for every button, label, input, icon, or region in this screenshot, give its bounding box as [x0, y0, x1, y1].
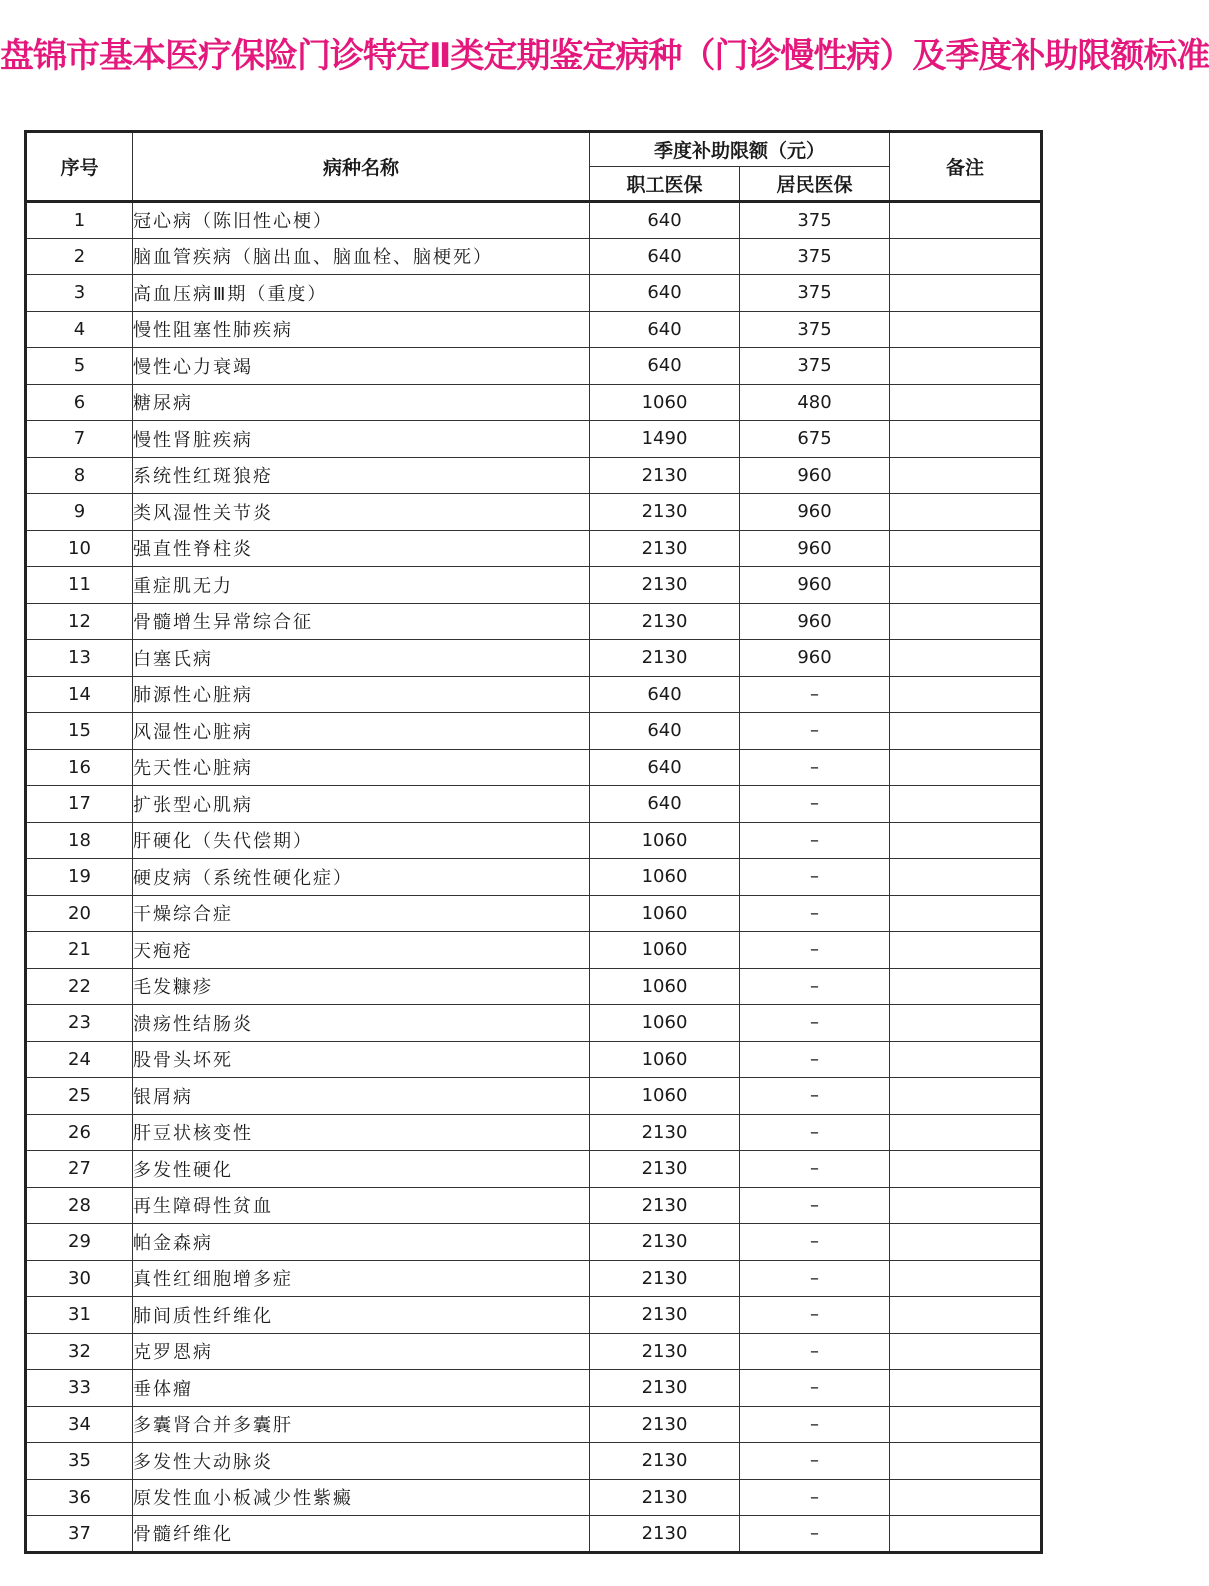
- employee-quota: 2130: [590, 1406, 740, 1443]
- disease-name: 强直性脊柱炎: [133, 530, 590, 567]
- note-cell: [890, 822, 1042, 859]
- row-number: 2: [26, 238, 133, 275]
- resident-quota: –: [740, 676, 890, 713]
- note-cell: [890, 530, 1042, 567]
- resident-quota: –: [740, 1151, 890, 1188]
- table-row: [26, 1479, 1042, 1516]
- table-row: [26, 1333, 1042, 1370]
- disease-name: 再生障碍性贫血: [133, 1187, 590, 1224]
- resident-quota: 375: [740, 238, 890, 275]
- row-number: 14: [26, 676, 133, 713]
- table-row: [26, 1260, 1042, 1297]
- employee-quota: 640: [590, 311, 740, 348]
- disease-name: 慢性心力衰竭: [133, 348, 590, 385]
- row-number: 31: [26, 1297, 133, 1334]
- disease-name: 银屑病: [133, 1078, 590, 1115]
- resident-quota: 960: [740, 640, 890, 677]
- resident-quota: –: [740, 1260, 890, 1297]
- row-number: 9: [26, 494, 133, 531]
- table-row: [26, 749, 1042, 786]
- employee-quota: 2130: [590, 1333, 740, 1370]
- resident-quota: 375: [740, 311, 890, 348]
- disease-name: 脑血管疾病（脑出血、脑血栓、脑梗死）: [133, 238, 590, 275]
- employee-quota: 1060: [590, 1078, 740, 1115]
- note-cell: [890, 749, 1042, 786]
- row-number: 16: [26, 749, 133, 786]
- employee-quota: 2130: [590, 603, 740, 640]
- note-cell: [890, 1114, 1042, 1151]
- employee-quota: 640: [590, 275, 740, 312]
- table-row: [26, 494, 1042, 531]
- row-number: 5: [26, 348, 133, 385]
- disease-name: 克罗恩病: [133, 1333, 590, 1370]
- disease-name: 真性红细胞增多症: [133, 1260, 590, 1297]
- employee-quota: 2130: [590, 1224, 740, 1261]
- table-row: [26, 1114, 1042, 1151]
- disease-name: 骨髓增生异常综合征: [133, 603, 590, 640]
- table-row: [26, 457, 1042, 494]
- employee-quota: 640: [590, 749, 740, 786]
- note-cell: [890, 567, 1042, 604]
- row-number: 22: [26, 968, 133, 1005]
- note-cell: [890, 1370, 1042, 1407]
- note-cell: [890, 275, 1042, 312]
- note-cell: [890, 932, 1042, 969]
- employee-quota: 2130: [590, 1479, 740, 1516]
- note-cell: [890, 1151, 1042, 1188]
- row-number: 3: [26, 275, 133, 312]
- employee-quota: 1490: [590, 421, 740, 458]
- employee-quota: 1060: [590, 859, 740, 896]
- employee-quota: 2130: [590, 1187, 740, 1224]
- note-cell: [890, 421, 1042, 458]
- table-row: [26, 1151, 1042, 1188]
- employee-quota: 2130: [590, 1443, 740, 1480]
- table-row: [26, 713, 1042, 750]
- employee-quota: 2130: [590, 1114, 740, 1151]
- header-name: 病种名称: [133, 132, 590, 202]
- row-number: 18: [26, 822, 133, 859]
- row-number: 37: [26, 1516, 133, 1553]
- table-row: [26, 1224, 1042, 1261]
- resident-quota: –: [740, 1187, 890, 1224]
- row-number: 30: [26, 1260, 133, 1297]
- disease-name: 垂体瘤: [133, 1370, 590, 1407]
- disease-name: 毛发糠疹: [133, 968, 590, 1005]
- employee-quota: 1060: [590, 1041, 740, 1078]
- row-number: 28: [26, 1187, 133, 1224]
- table-row: [26, 1406, 1042, 1443]
- table-row: [26, 1005, 1042, 1042]
- table-row: [26, 421, 1042, 458]
- table-row: [26, 859, 1042, 896]
- note-cell: [890, 238, 1042, 275]
- header-no: 序号: [26, 132, 133, 202]
- employee-quota: 640: [590, 676, 740, 713]
- row-number: 32: [26, 1333, 133, 1370]
- table-row: [26, 968, 1042, 1005]
- resident-quota: –: [740, 1224, 890, 1261]
- disease-name: 多囊肾合并多囊肝: [133, 1406, 590, 1443]
- employee-quota: 2130: [590, 1370, 740, 1407]
- row-number: 4: [26, 311, 133, 348]
- note-cell: [890, 202, 1042, 239]
- row-number: 1: [26, 202, 133, 239]
- resident-quota: –: [740, 1443, 890, 1480]
- row-number: 20: [26, 895, 133, 932]
- disease-name: 硬皮病（系统性硬化症）: [133, 859, 590, 896]
- row-number: 26: [26, 1114, 133, 1151]
- disease-name: 原发性血小板减少性紫癜: [133, 1479, 590, 1516]
- table-row: [26, 384, 1042, 421]
- table-row: [26, 822, 1042, 859]
- employee-quota: 1060: [590, 968, 740, 1005]
- disease-name: 肝豆状核变性: [133, 1114, 590, 1151]
- row-number: 13: [26, 640, 133, 677]
- resident-quota: –: [740, 1370, 890, 1407]
- table-row: [26, 603, 1042, 640]
- employee-quota: 640: [590, 786, 740, 823]
- employee-quota: 2130: [590, 1151, 740, 1188]
- employee-quota: 640: [590, 348, 740, 385]
- note-cell: [890, 348, 1042, 385]
- header-note: 备注: [890, 132, 1042, 202]
- employee-quota: 640: [590, 238, 740, 275]
- table-row: [26, 202, 1042, 239]
- employee-quota: 1060: [590, 822, 740, 859]
- row-number: 35: [26, 1443, 133, 1480]
- table-row: [26, 275, 1042, 312]
- disease-name: 慢性阻塞性肺疾病: [133, 311, 590, 348]
- header-quota-group: 季度补助限额（元）: [590, 132, 890, 167]
- note-cell: [890, 1297, 1042, 1334]
- disease-name: 肺间质性纤维化: [133, 1297, 590, 1334]
- resident-quota: –: [740, 822, 890, 859]
- row-number: 36: [26, 1479, 133, 1516]
- table-body: [26, 202, 1042, 1553]
- table-row: [26, 311, 1042, 348]
- row-number: 7: [26, 421, 133, 458]
- row-number: 23: [26, 1005, 133, 1042]
- row-number: 24: [26, 1041, 133, 1078]
- employee-quota: 2130: [590, 530, 740, 567]
- row-number: 11: [26, 567, 133, 604]
- disease-name: 干燥综合症: [133, 895, 590, 932]
- note-cell: [890, 603, 1042, 640]
- row-number: 10: [26, 530, 133, 567]
- disease-name: 帕金森病: [133, 1224, 590, 1261]
- resident-quota: –: [740, 895, 890, 932]
- disease-name: 骨髓纤维化: [133, 1516, 590, 1553]
- employee-quota: 2130: [590, 640, 740, 677]
- resident-quota: –: [740, 932, 890, 969]
- resident-quota: 960: [740, 457, 890, 494]
- employee-quota: 1060: [590, 1005, 740, 1042]
- resident-quota: –: [740, 1406, 890, 1443]
- row-number: 15: [26, 713, 133, 750]
- disease-name: 扩张型心肌病: [133, 786, 590, 823]
- resident-quota: –: [740, 786, 890, 823]
- note-cell: [890, 1333, 1042, 1370]
- resident-quota: 960: [740, 494, 890, 531]
- quota-table: [24, 130, 1043, 1554]
- row-number: 21: [26, 932, 133, 969]
- disease-name: 糖尿病: [133, 384, 590, 421]
- disease-name: 多发性硬化: [133, 1151, 590, 1188]
- employee-quota: 2130: [590, 1516, 740, 1553]
- note-cell: [890, 859, 1042, 896]
- row-number: 17: [26, 786, 133, 823]
- table-row: [26, 1041, 1042, 1078]
- resident-quota: 675: [740, 421, 890, 458]
- employee-quota: 2130: [590, 1260, 740, 1297]
- resident-quota: 960: [740, 567, 890, 604]
- employee-quota: 2130: [590, 457, 740, 494]
- disease-name: 冠心病（陈旧性心梗）: [133, 202, 590, 239]
- disease-name: 天疱疮: [133, 932, 590, 969]
- row-number: 19: [26, 859, 133, 896]
- table-row: [26, 895, 1042, 932]
- disease-name: 类风湿性关节炎: [133, 494, 590, 531]
- row-number: 12: [26, 603, 133, 640]
- disease-name: 系统性红斑狼疮: [133, 457, 590, 494]
- employee-quota: 2130: [590, 567, 740, 604]
- table-row: [26, 1187, 1042, 1224]
- note-cell: [890, 1187, 1042, 1224]
- disease-name: 慢性肾脏疾病: [133, 421, 590, 458]
- note-cell: [890, 640, 1042, 677]
- document-title: 盘锦市基本医疗保险门诊特定Ⅱ类定期鉴定病种（门诊慢性病）及季度补助限额标准: [0, 36, 1209, 76]
- resident-quota: –: [740, 1005, 890, 1042]
- disease-name: 高血压病Ⅲ期（重度）: [133, 275, 590, 312]
- disease-name: 股骨头坏死: [133, 1041, 590, 1078]
- employee-quota: 640: [590, 202, 740, 239]
- note-cell: [890, 1078, 1042, 1115]
- note-cell: [890, 713, 1042, 750]
- note-cell: [890, 494, 1042, 531]
- employee-quota: 2130: [590, 494, 740, 531]
- employee-quota: 1060: [590, 895, 740, 932]
- table-row: [26, 567, 1042, 604]
- resident-quota: 960: [740, 530, 890, 567]
- note-cell: [890, 1443, 1042, 1480]
- row-number: 33: [26, 1370, 133, 1407]
- note-cell: [890, 786, 1042, 823]
- header-resident: 居民医保: [740, 167, 890, 202]
- employee-quota: 1060: [590, 932, 740, 969]
- note-cell: [890, 457, 1042, 494]
- disease-name: 风湿性心脏病: [133, 713, 590, 750]
- table-row: [26, 1078, 1042, 1115]
- resident-quota: –: [740, 713, 890, 750]
- row-number: 29: [26, 1224, 133, 1261]
- table-row: [26, 238, 1042, 275]
- table-row: [26, 640, 1042, 677]
- table-row: [26, 676, 1042, 713]
- row-number: 34: [26, 1406, 133, 1443]
- table-row: [26, 932, 1042, 969]
- resident-quota: –: [740, 1078, 890, 1115]
- table-row: [26, 348, 1042, 385]
- disease-name: 肺源性心脏病: [133, 676, 590, 713]
- row-number: 25: [26, 1078, 133, 1115]
- header-employee: 职工医保: [590, 167, 740, 202]
- note-cell: [890, 968, 1042, 1005]
- table-row: [26, 1516, 1042, 1553]
- resident-quota: 960: [740, 603, 890, 640]
- disease-name: 多发性大动脉炎: [133, 1443, 590, 1480]
- resident-quota: 480: [740, 384, 890, 421]
- resident-quota: –: [740, 1297, 890, 1334]
- resident-quota: –: [740, 1041, 890, 1078]
- disease-name: 重症肌无力: [133, 567, 590, 604]
- disease-name: 先天性心脏病: [133, 749, 590, 786]
- note-cell: [890, 676, 1042, 713]
- note-cell: [890, 384, 1042, 421]
- disease-name: 溃疡性结肠炎: [133, 1005, 590, 1042]
- note-cell: [890, 1479, 1042, 1516]
- table-row: [26, 1297, 1042, 1334]
- resident-quota: –: [740, 968, 890, 1005]
- note-cell: [890, 895, 1042, 932]
- table-row: [26, 1370, 1042, 1407]
- table-row: [26, 1443, 1042, 1480]
- row-number: 6: [26, 384, 133, 421]
- note-cell: [890, 1260, 1042, 1297]
- note-cell: [890, 1224, 1042, 1261]
- row-number: 27: [26, 1151, 133, 1188]
- resident-quota: –: [740, 1333, 890, 1370]
- resident-quota: –: [740, 1516, 890, 1553]
- resident-quota: 375: [740, 275, 890, 312]
- note-cell: [890, 311, 1042, 348]
- employee-quota: 640: [590, 713, 740, 750]
- table-row: [26, 786, 1042, 823]
- note-cell: [890, 1041, 1042, 1078]
- resident-quota: 375: [740, 348, 890, 385]
- employee-quota: 2130: [590, 1297, 740, 1334]
- note-cell: [890, 1005, 1042, 1042]
- resident-quota: 375: [740, 202, 890, 239]
- disease-name: 白塞氏病: [133, 640, 590, 677]
- resident-quota: –: [740, 749, 890, 786]
- resident-quota: –: [740, 859, 890, 896]
- employee-quota: 1060: [590, 384, 740, 421]
- note-cell: [890, 1406, 1042, 1443]
- resident-quota: –: [740, 1114, 890, 1151]
- row-number: 8: [26, 457, 133, 494]
- table-row: [26, 530, 1042, 567]
- disease-name: 肝硬化（失代偿期）: [133, 822, 590, 859]
- note-cell: [890, 1516, 1042, 1553]
- resident-quota: –: [740, 1479, 890, 1516]
